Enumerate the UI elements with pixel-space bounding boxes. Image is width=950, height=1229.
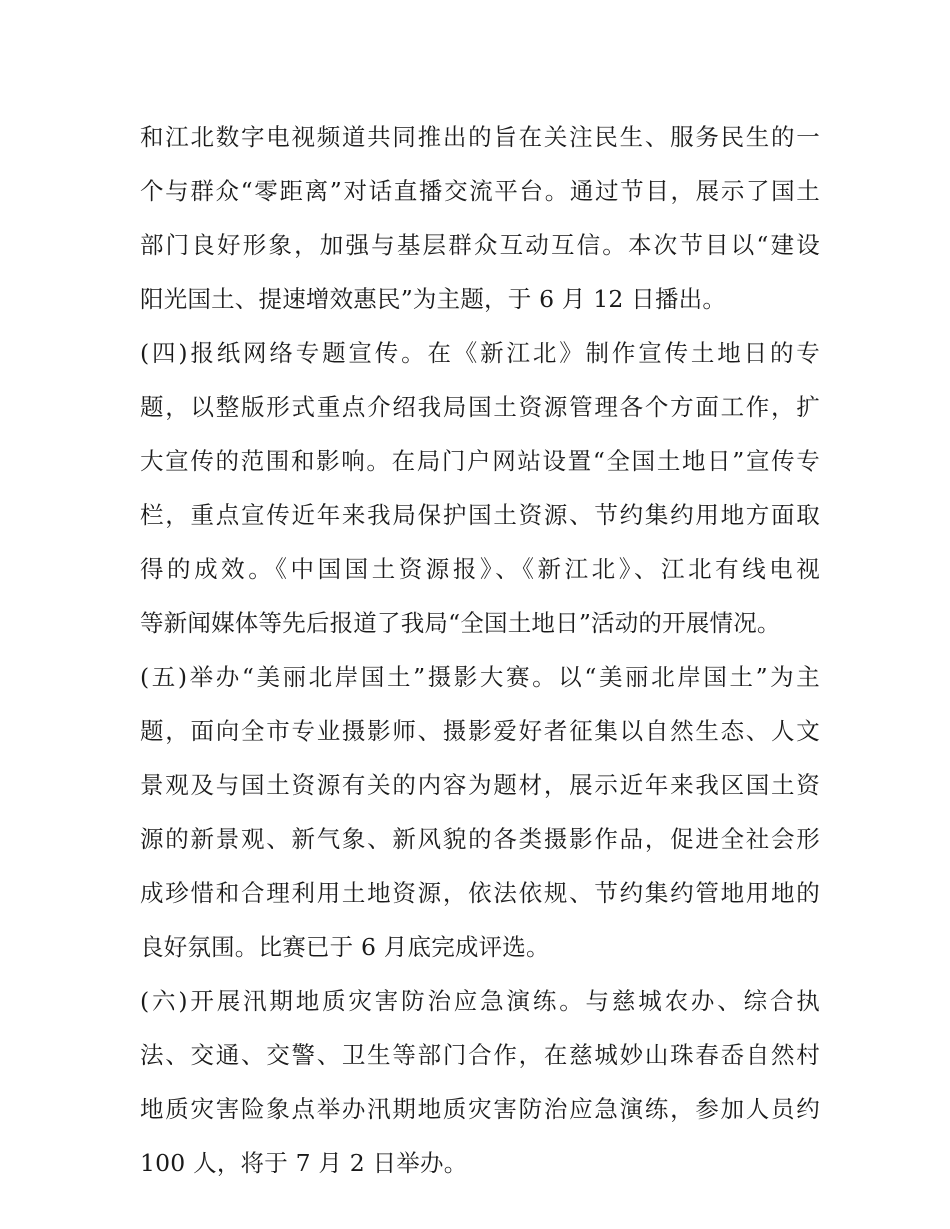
document-body	[140, 110, 820, 1190]
text-line: 源的新景观、新气象、新风貌的各类摄影作品，促进全社会形	[140, 825, 820, 853]
text-line: 题，以整版形式重点介绍我局国土资源管理各个方面工作，扩	[140, 393, 820, 421]
text-line: 部门良好形象，加强与基层群众互动互信。本次节目以“建设	[140, 231, 820, 259]
text-line: (四)报纸网络专题宣传。在《新江北》制作宣传土地日的专	[140, 339, 820, 367]
text-line: 大宣传的范围和影响。在局门户网站设置“全国土地日”宣传专	[140, 447, 820, 475]
text-line: 阳光国土、提速增效惠民”为主题，于 6 月 12 日播出。	[140, 285, 727, 313]
text-line: 得的成效。《中国国土资源报》、《新江北》、江北有线电视	[140, 555, 820, 583]
text-line: 100 人，将于 7 月 2 日举办。	[140, 1149, 468, 1177]
text-line: 良好氛围。比赛已于 6 月底完成评选。	[140, 933, 550, 961]
text-line: 等新闻媒体等先后报道了我局“全国土地日”活动的开展情况。	[140, 609, 781, 637]
text-line: 景观及与国土资源有关的内容为题材，展示近年来我区国土资	[140, 771, 820, 799]
text-line: 和江北数字电视频道共同推出的旨在关注民生、服务民生的一	[140, 123, 820, 151]
text-line: (六)开展汛期地质灾害防治应急演练。与慈城农办、综合执	[140, 987, 820, 1015]
text-line: 题，面向全市专业摄影师、摄影爱好者征集以自然生态、人文	[140, 717, 820, 745]
text-line: (五)举办“美丽北岸国土”摄影大赛。以“美丽北岸国土”为主	[140, 663, 820, 691]
text-line: 成珍惜和合理利用土地资源，依法依规、节约集约管地用地的	[140, 879, 820, 907]
text-line: 法、交通、交警、卫生等部门合作，在慈城妙山珠春岙自然村	[140, 1041, 820, 1069]
text-line: 个与群众“零距离”对话直播交流平台。通过节目，展示了国土	[140, 177, 820, 205]
text-line: 地质灾害险象点举办汛期地质灾害防治应急演练，参加人员约	[140, 1095, 820, 1123]
text-line: 栏，重点宣传近年来我局保护国土资源、节约集约用地方面取	[140, 501, 820, 529]
